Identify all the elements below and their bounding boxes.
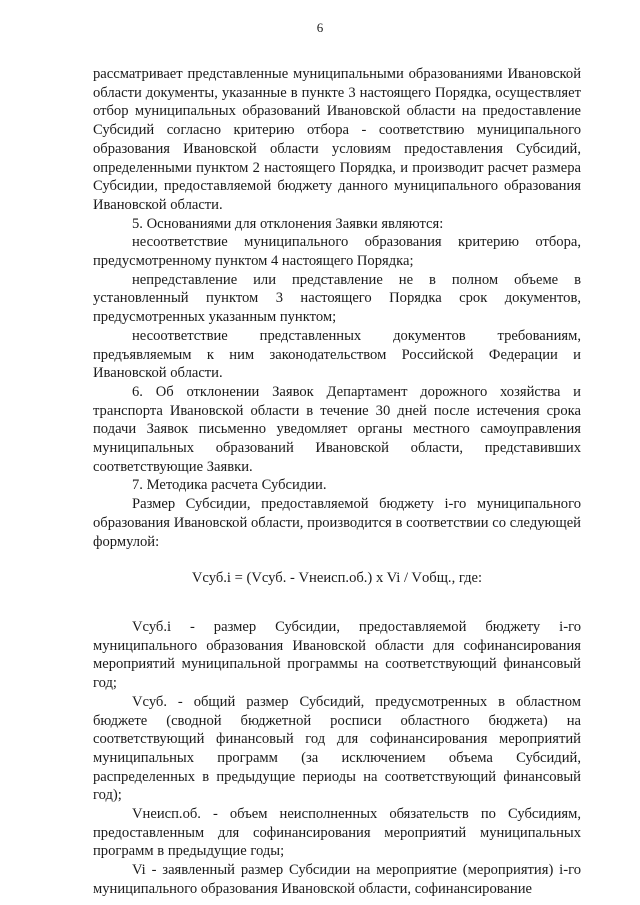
paragraph-definition-vsub: Vсуб. - общий размер Субсидий, предусмотренных в областном бюджете (сводной бюджетной росписи областного бюджета) на соответствующий финансовый год для софинансирования мероприятий муниципальных программ (за исключением объема Субсидий, распределенных в предыдущие периоды на соответствующий финансовый год); bbox=[93, 693, 581, 804]
paragraph-method-intro: Размер Субсидии, предоставляемой бюджету i-го муниципального образования Ивановской области, производится в соответствии со следующей формулой: bbox=[93, 496, 581, 550]
paragraph-definition-vsub-i: Vсуб.i - размер Субсидии, предоставляемой бюджету i-го муниципального образования Ивановской области для софинансирования мероприятий муниципальной программы на соответствующий финансовый год; bbox=[93, 618, 581, 692]
page-number: 6 bbox=[316, 20, 324, 35]
paragraph-rejection-ground-1: несоответствие муниципального образования критерию отбора, предусмотренному пунктом 4 настоящего Порядка; bbox=[93, 234, 581, 270]
subsidy-formula: Vсуб.i = (Vсуб. - Vнеисп.об.) x Vi / Vобщ., где: bbox=[191, 570, 483, 587]
paragraph-rejection-ground-3: несоответствие представленных документов требованиям, предъявляемым к ним законодательством Российской Федерации и Ивановской области. bbox=[93, 327, 581, 382]
paragraph-method-heading: 7. Методика расчета Субсидии. bbox=[132, 477, 327, 494]
paragraph-rejection-grounds-heading: 5. Основаниями для отклонения Заявки являются: bbox=[132, 215, 444, 232]
document-body bbox=[93, 65, 581, 899]
paragraph-rejection-ground-2: непредставление или представление не в полном объеме в установленный пунктом 3 настоящего Порядка срок документов, предусмотренных указанным пунктом; bbox=[93, 271, 581, 326]
paragraph-definition-vi: Vi - заявленный размер Субсидии на мероприятие (мероприятия) i-го муниципального образования Ивановской области, софинансирование bbox=[93, 862, 581, 897]
paragraph-definition-vneisp: Vнеисп.об. - объем неисполненных обязательств по Субсидиям, предоставленным для софинансирования мероприятий муниципальных программ в предыдущие годы; bbox=[93, 806, 581, 860]
paragraph-review-continuation: рассматривает представленные муниципальными образованиями Ивановской области документы, указанные в пункте 3 настоящего Порядка, осуществляет отбор муниципальных образований Ивановской области на предоставление Субсидий согласно критерию отбора - соответствию муниципального образования Ивановской области условиям предоставления Субсидий, определенными пунктом 2 настоящего Порядка, и производит расчет размера Субсидии, предоставляемой бюджету данного муниципального образования Ивановской области. bbox=[93, 66, 581, 213]
paragraph-rejection-notice: 6. Об отклонении Заявок Департамент дорожного хозяйства и транспорта Ивановской области в течение 30 дней после истечения срока подачи Заявок письменно уведомляет органы местного самоуправления муниципальных образований Ивановской области, представивших соответствующие Заявки. bbox=[93, 383, 581, 475]
